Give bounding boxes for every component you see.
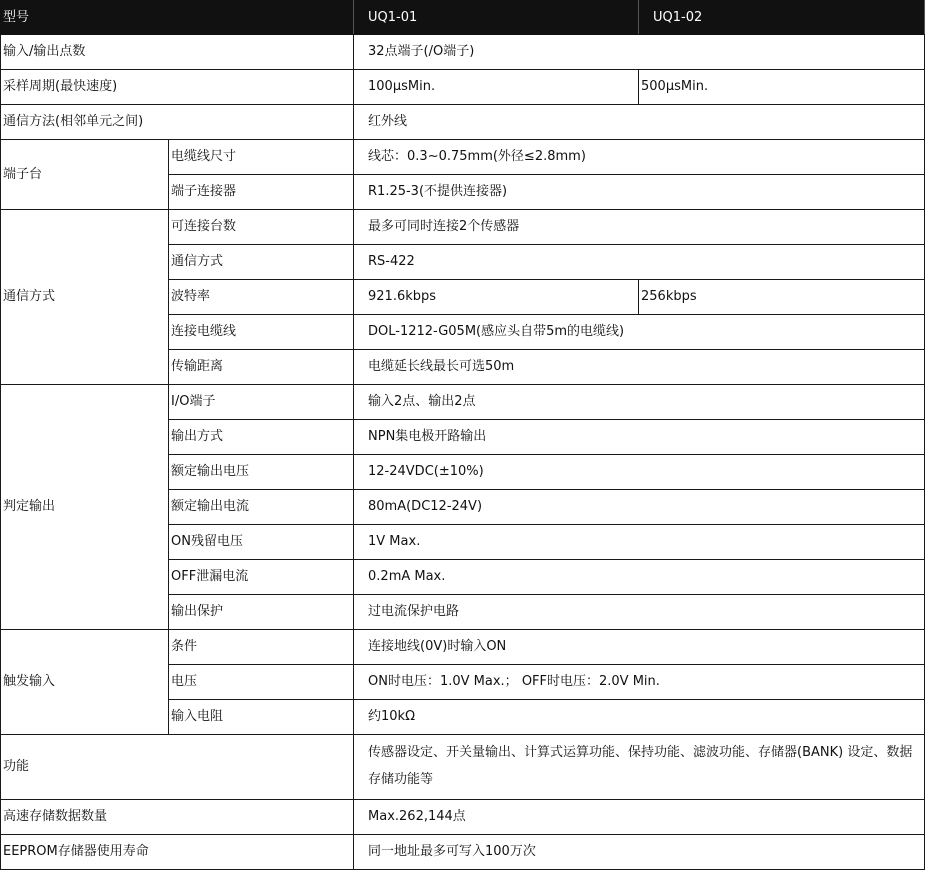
row-value: 1V Max. [354, 525, 925, 560]
row-value: 0.2mA Max. [354, 560, 925, 595]
row-value: 32点端子(/O端子) [354, 35, 925, 70]
row-value-uq1-02: 500μsMin. [639, 70, 925, 105]
table-row [1, 735, 925, 800]
row-value: 线芯：0.3~0.75mm(外径≤2.8mm) [354, 140, 925, 175]
row-value: 最多可同时连接2个传感器 [354, 210, 925, 245]
row-value-uq1-02: 256kbps [639, 280, 925, 315]
row-label: 连接电缆线 [169, 315, 354, 350]
row-label: 传输距离 [169, 350, 354, 385]
row-value: 电缆延长线最长可选50m [354, 350, 925, 385]
row-label: 额定输出电压 [169, 455, 354, 490]
row-value: 输入2点、输出2点 [354, 385, 925, 420]
row-value: 同一地址最多可写入100万次 [354, 835, 925, 870]
row-value: NPN集电极开路输出 [354, 420, 925, 455]
row-value: 约10kΩ [354, 700, 925, 735]
row-value: DOL-1212-G05M(感应头自带5m的电缆线) [354, 315, 925, 350]
header-row [1, 1, 925, 35]
row-label: 电缆线尺寸 [169, 140, 354, 175]
row-label: OFF泄漏电流 [169, 560, 354, 595]
header-model: 型号 [1, 1, 354, 35]
row-value: Max.262,144点 [354, 800, 925, 835]
row-value: 过电流保护电路 [354, 595, 925, 630]
table-row [1, 800, 925, 835]
row-value: ON时电压：1.0V Max.； OFF时电压：2.0V Min. [354, 665, 925, 700]
table-row [1, 385, 925, 420]
row-label: ON残留电压 [169, 525, 354, 560]
row-label: 输入电阻 [169, 700, 354, 735]
row-label: 输出方式 [169, 420, 354, 455]
row-value: 传感器设定、开关量输出、计算式运算功能、保持功能、滤波功能、存储器(BANK) 设定、数据存储功能等 [354, 735, 925, 800]
table-row [1, 210, 925, 245]
group-label-trigger: 触发输入 [1, 630, 169, 735]
table-row [1, 835, 925, 870]
row-label: 输出保护 [169, 595, 354, 630]
row-value: 12-24VDC(±10%) [354, 455, 925, 490]
row-value: 连接地线(0V)时输入ON [354, 630, 925, 665]
row-label: 条件 [169, 630, 354, 665]
table-row [1, 630, 925, 665]
row-value: 80mA(DC12-24V) [354, 490, 925, 525]
row-value: 红外线 [354, 105, 925, 140]
row-label: EEPROM存储器使用寿命 [1, 835, 354, 870]
row-label: I/O端子 [169, 385, 354, 420]
row-label: 高速存储数据数量 [1, 800, 354, 835]
table-row [1, 140, 925, 175]
row-label: 可连接台数 [169, 210, 354, 245]
row-label: 通信方式 [169, 245, 354, 280]
group-label-terminal: 端子台 [1, 140, 169, 210]
row-label: 功能 [1, 735, 354, 800]
row-label: 波特率 [169, 280, 354, 315]
row-label: 通信方法(相邻单元之间) [1, 105, 354, 140]
row-value-uq1-01: 921.6kbps [354, 280, 639, 315]
row-label: 输入/输出点数 [1, 35, 354, 70]
group-label-comm: 通信方式 [1, 210, 169, 385]
table-row [1, 35, 925, 70]
row-label: 额定输出电流 [169, 490, 354, 525]
header-uq1-01: UQ1-01 [354, 1, 639, 35]
row-value: RS-422 [354, 245, 925, 280]
group-label-judge: 判定输出 [1, 385, 169, 630]
row-label: 电压 [169, 665, 354, 700]
table-row [1, 105, 925, 140]
table-row [1, 70, 925, 105]
row-label: 端子连接器 [169, 175, 354, 210]
row-value: R1.25-3(不提供连接器) [354, 175, 925, 210]
row-value-uq1-01: 100μsMin. [354, 70, 639, 105]
header-uq1-02: UQ1-02 [639, 1, 925, 35]
row-label: 采样周期(最快速度) [1, 70, 354, 105]
